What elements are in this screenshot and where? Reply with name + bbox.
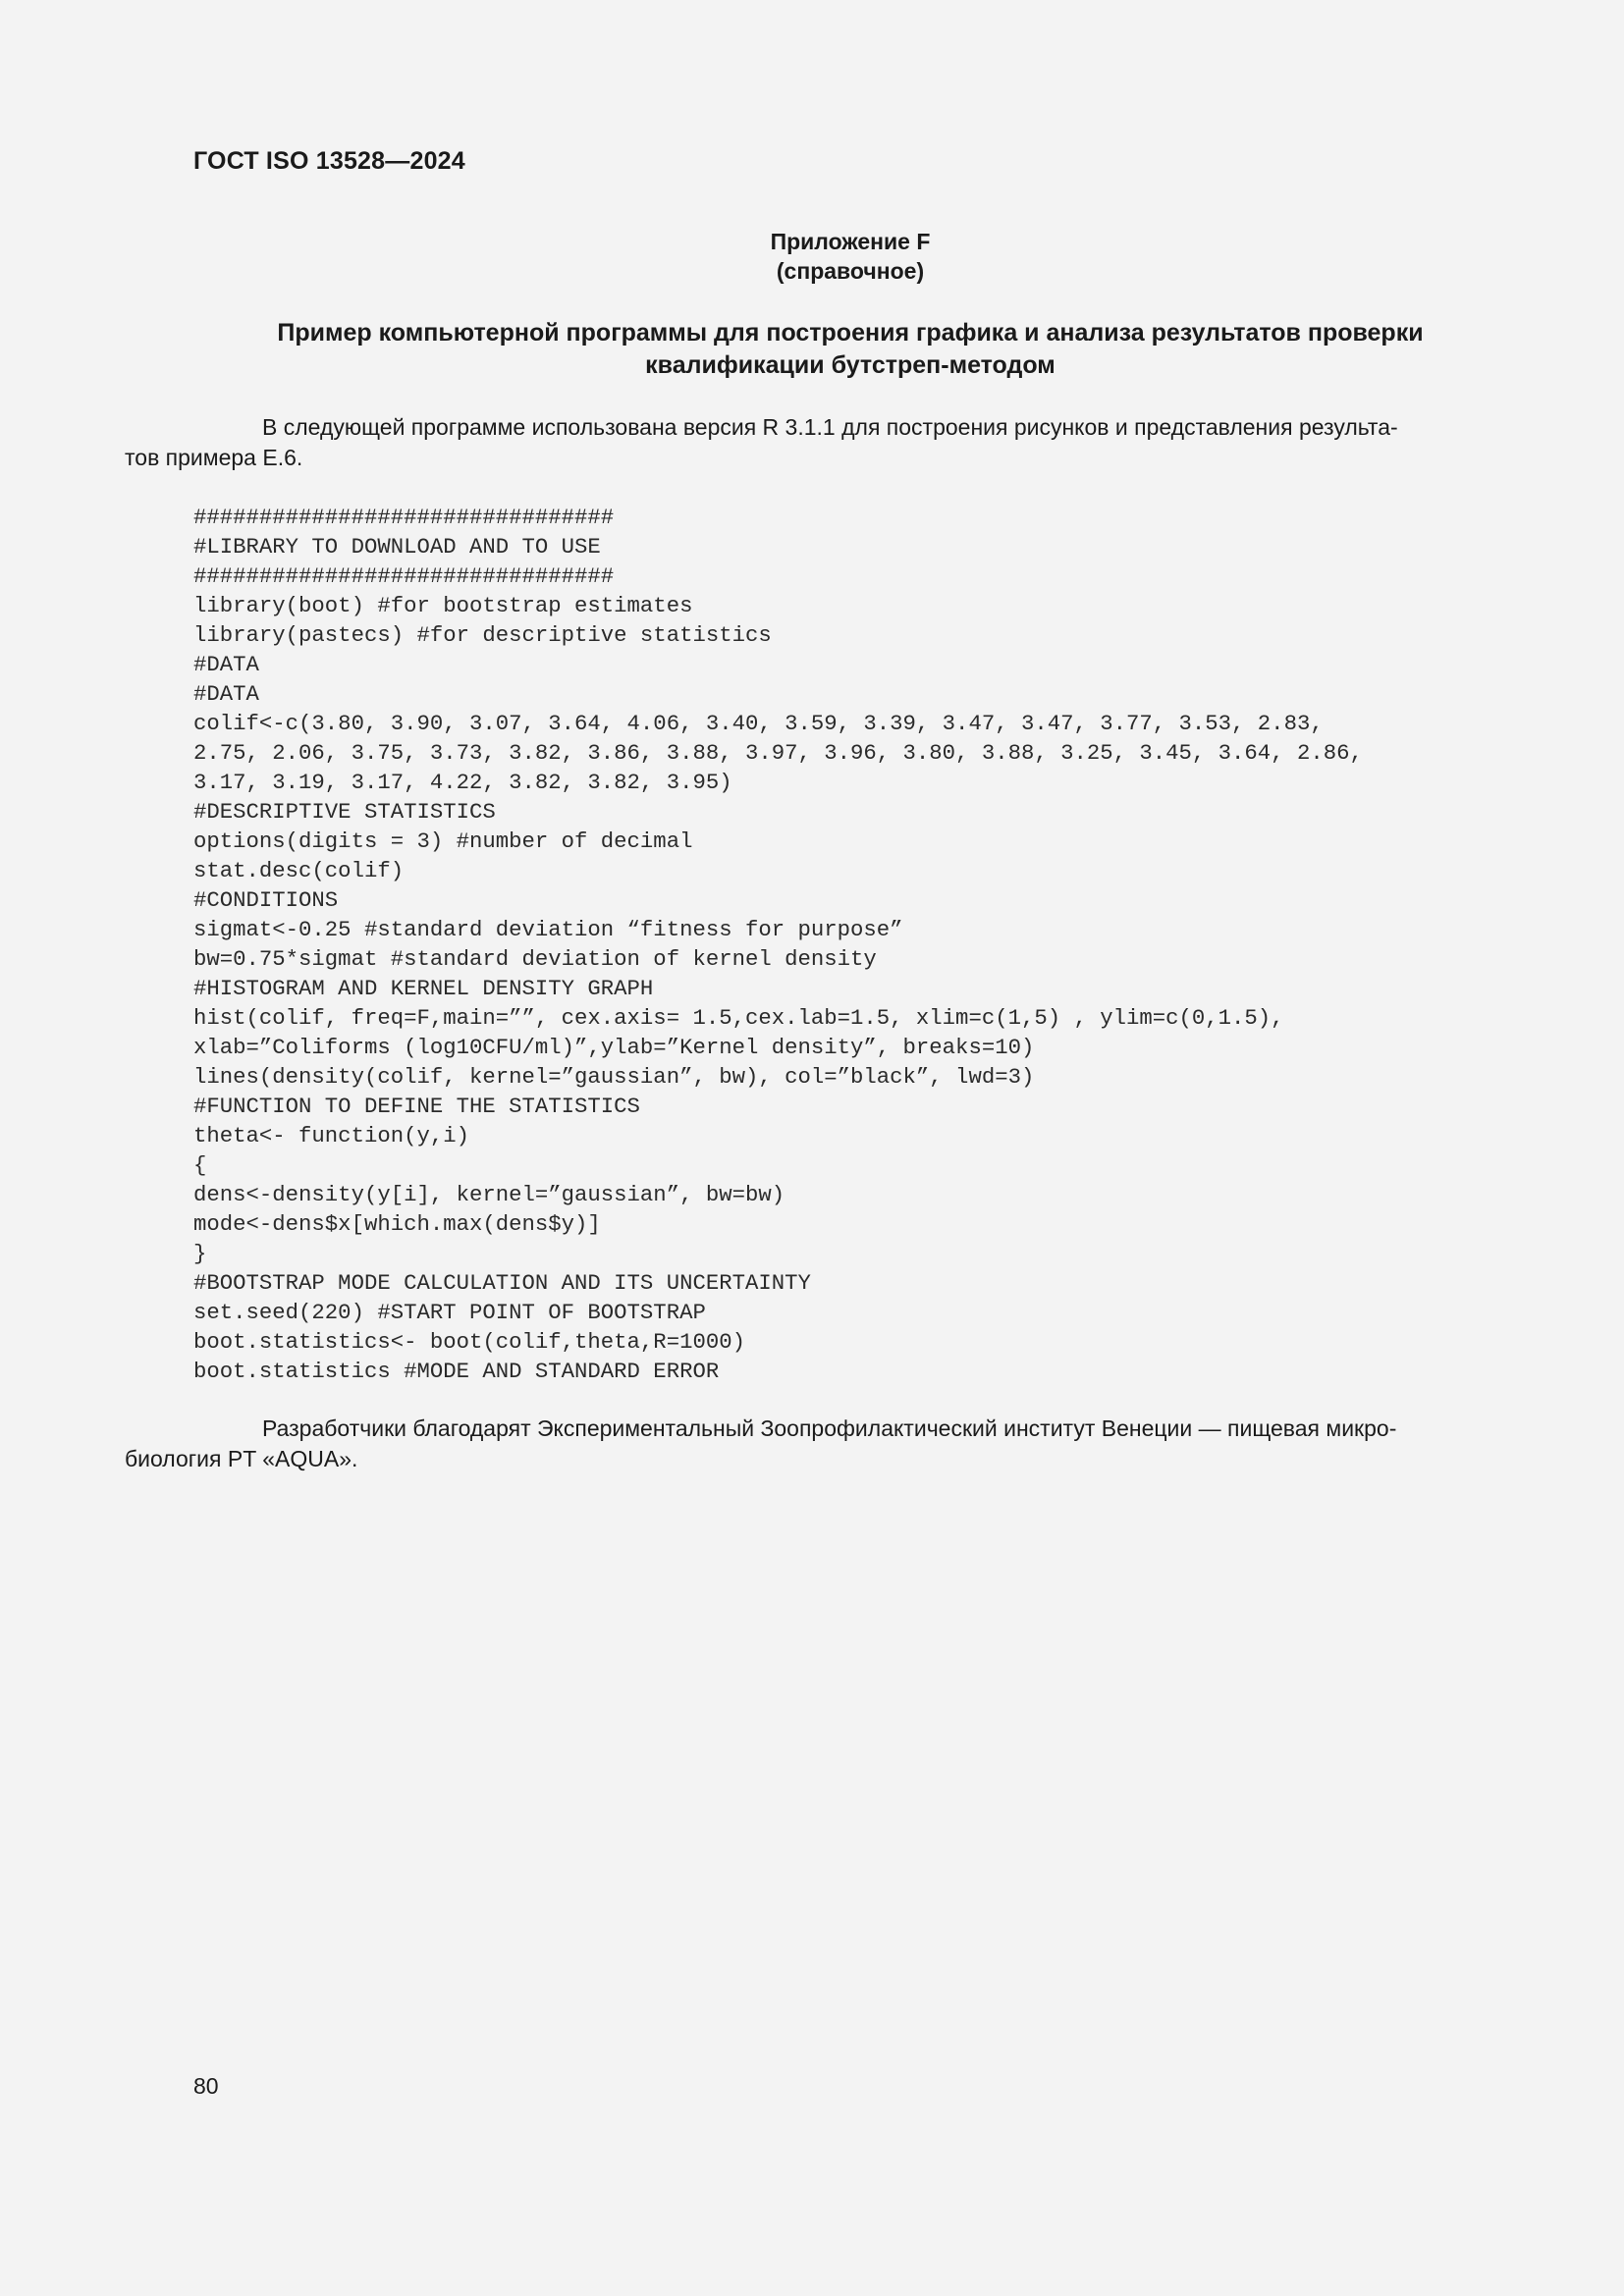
code-line: xlab=”Coliforms (log10CFU/ml)”,ylab=”Kernel density”, breaks=10) xyxy=(193,1035,1035,1060)
annex-label: Приложение F xyxy=(770,229,931,254)
code-line: sigmat<-0.25 #standard deviation “fitness for purpose” xyxy=(193,917,903,942)
annex-title-line-1: Пример компьютерной программы для построения графика и анализа результатов проверки xyxy=(277,319,1424,347)
intro-paragraph xyxy=(125,412,1507,473)
code-line: boot.statistics<- boot(colif,theta,R=1000) xyxy=(193,1329,745,1355)
code-line: #HISTOGRAM AND KERNEL DENSITY GRAPH xyxy=(193,976,654,1001)
document-code-header: ГОСТ ISO 13528—2024 xyxy=(193,147,465,175)
intro-line-2: тов примера E.6. xyxy=(125,445,303,470)
document-page xyxy=(125,0,1507,2296)
code-line: mode<-dens$x[which.max(dens$y)] xyxy=(193,1211,601,1237)
code-line: #DATA xyxy=(193,681,259,707)
page-number: 80 xyxy=(193,2073,219,2099)
acknowledgement-paragraph xyxy=(125,1414,1507,1474)
code-line: library(boot) #for bootstrap estimates xyxy=(193,593,693,618)
code-line: #LIBRARY TO DOWNLOAD AND TO USE xyxy=(193,534,601,560)
annex-type: (справочное) xyxy=(776,258,925,284)
code-line: 3.17, 3.19, 3.17, 4.22, 3.82, 3.82, 3.95) xyxy=(193,770,732,795)
code-line: stat.desc(colif) xyxy=(193,858,405,883)
code-line: #BOOTSTRAP MODE CALCULATION AND ITS UNCERTAINTY xyxy=(193,1270,811,1296)
code-line: bw=0.75*sigmat #standard deviation of kernel density xyxy=(193,946,877,972)
code-line: lines(density(colif, kernel=”gaussian”, bw), col=”black”, lwd=3) xyxy=(193,1064,1035,1090)
code-line: } xyxy=(193,1241,207,1266)
code-line: dens<-density(y[i], kernel=”gaussian”, bw=bw) xyxy=(193,1182,785,1207)
code-line: ################################ xyxy=(193,563,615,589)
code-line: colif<-c(3.80, 3.90, 3.07, 3.64, 4.06, 3.40, 3.59, 3.39, 3.47, 3.47, 3.77, 3.53, 2.83, xyxy=(193,711,1324,736)
annex-heading xyxy=(193,227,1507,286)
code-line: set.seed(220) #START POINT OF BOOTSTRAP xyxy=(193,1300,706,1325)
code-line: #DESCRIPTIVE STATISTICS xyxy=(193,799,496,825)
code-line: hist(colif, freq=F,main=””, cex.axis= 1.5,cex.lab=1.5, xlim=c(1,5) , ylim=c(0,1.5), xyxy=(193,1005,1284,1031)
code-line: #CONDITIONS xyxy=(193,887,339,913)
annex-title-line-2: квалификации бутстреп-методом xyxy=(645,351,1056,379)
annex-title xyxy=(193,317,1507,382)
code-line: 2.75, 2.06, 3.75, 3.73, 3.82, 3.86, 3.88, 3.97, 3.96, 3.80, 3.88, 3.25, 3.45, 3.64, 2.86, xyxy=(193,740,1363,766)
code-line: { xyxy=(193,1152,207,1178)
acknowledgement-line-2: биология PT «AQUA». xyxy=(125,1446,358,1471)
code-line: library(pastecs) #for descriptive statistics xyxy=(193,622,772,648)
code-line: ################################ xyxy=(193,505,615,530)
code-line: options(digits = 3) #number of decimal xyxy=(193,828,693,854)
code-line: theta<- function(y,i) xyxy=(193,1123,469,1148)
code-line: #FUNCTION TO DEFINE THE STATISTICS xyxy=(193,1094,640,1119)
code-line: boot.statistics #MODE AND STANDARD ERROR xyxy=(193,1359,720,1384)
code-line: #DATA xyxy=(193,652,259,677)
intro-line-1: В следующей программе использована версия R 3.1.1 для построения рисунков и представления результа- xyxy=(262,414,1398,440)
r-code-listing xyxy=(193,503,1507,1386)
acknowledgement-line-1: Разработчики благодарят Экспериментальный Зоопрофилактический институт Венеции — пищевая микро- xyxy=(262,1415,1397,1441)
